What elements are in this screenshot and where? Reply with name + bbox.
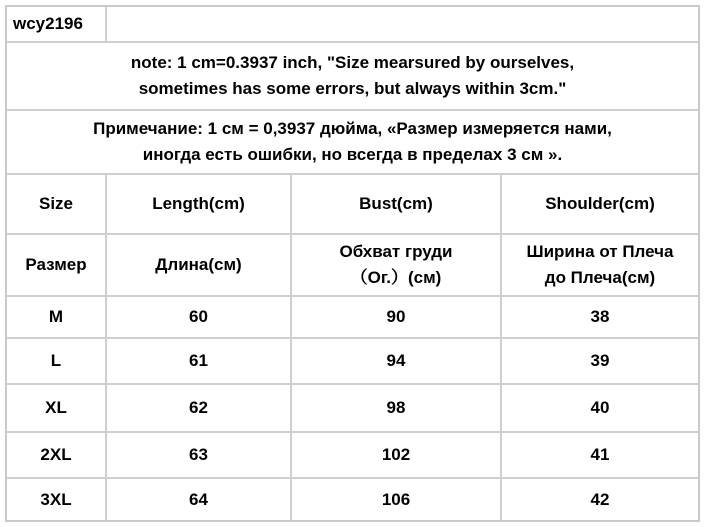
product-id: wcy2196 (13, 14, 83, 33)
header-shoulder-ru (502, 235, 698, 295)
cell-bust: 90 (386, 307, 406, 326)
cell-bust: 94 (386, 351, 406, 370)
header-bust-ru (292, 235, 500, 295)
cell-size: M (48, 307, 64, 326)
header-length-ru: Длина(см) (155, 255, 242, 274)
cell-length: 64 (189, 489, 208, 509)
header-size: Size (38, 194, 74, 213)
header-bust: Bust(cm) (359, 194, 433, 213)
cell-length: 60 (189, 307, 208, 326)
header-bust-ru-line-1: Обхват груди (339, 242, 453, 261)
cell-shoulder: 41 (590, 445, 610, 464)
cell-bust: 106 (381, 489, 411, 509)
note-english (7, 43, 698, 109)
header-size-ru: Размер (25, 255, 87, 274)
cell-shoulder: 38 (590, 307, 610, 326)
header-shoulder-ru-line-2: до Плеча(см) (544, 268, 656, 287)
cell-shoulder: 39 (590, 351, 610, 370)
note-russian (7, 111, 698, 173)
column-divider (105, 7, 107, 41)
note-russian-line-2: иногда есть ошибки, но всегда в пределах 3 см ». (142, 145, 563, 164)
cell-size: 2XL (40, 445, 72, 464)
cell-bust: 102 (381, 445, 411, 464)
cell-shoulder: 42 (590, 489, 610, 509)
note-english-line-2: sometimes has some errors, but always within 3cm." (138, 79, 567, 98)
cell-length: 61 (189, 351, 208, 370)
header-shoulder-ru-line-1: Ширина от Плеча (526, 242, 674, 261)
cell-length: 62 (189, 398, 208, 417)
cell-size: L (50, 351, 62, 370)
cell-size: XL (45, 398, 67, 417)
note-english-line-1: note: 1 cm=0.3937 inch, "Size mearsured by ourselves, (130, 53, 575, 72)
note-russian-line-1: Примечание: 1 см = 0,3937 дюйма, «Размер измеряется нами, (93, 119, 612, 138)
cell-shoulder: 40 (590, 398, 610, 417)
size-chart-table (5, 5, 700, 522)
header-shoulder: Shoulder(cm) (545, 194, 655, 213)
cell-bust: 98 (386, 398, 406, 417)
header-bust-ru-line-2: （Ог.）(см) (350, 268, 442, 287)
cell-length: 63 (189, 445, 208, 464)
header-length: Length(cm) (152, 194, 245, 213)
cell-size: 3XL (40, 489, 72, 509)
